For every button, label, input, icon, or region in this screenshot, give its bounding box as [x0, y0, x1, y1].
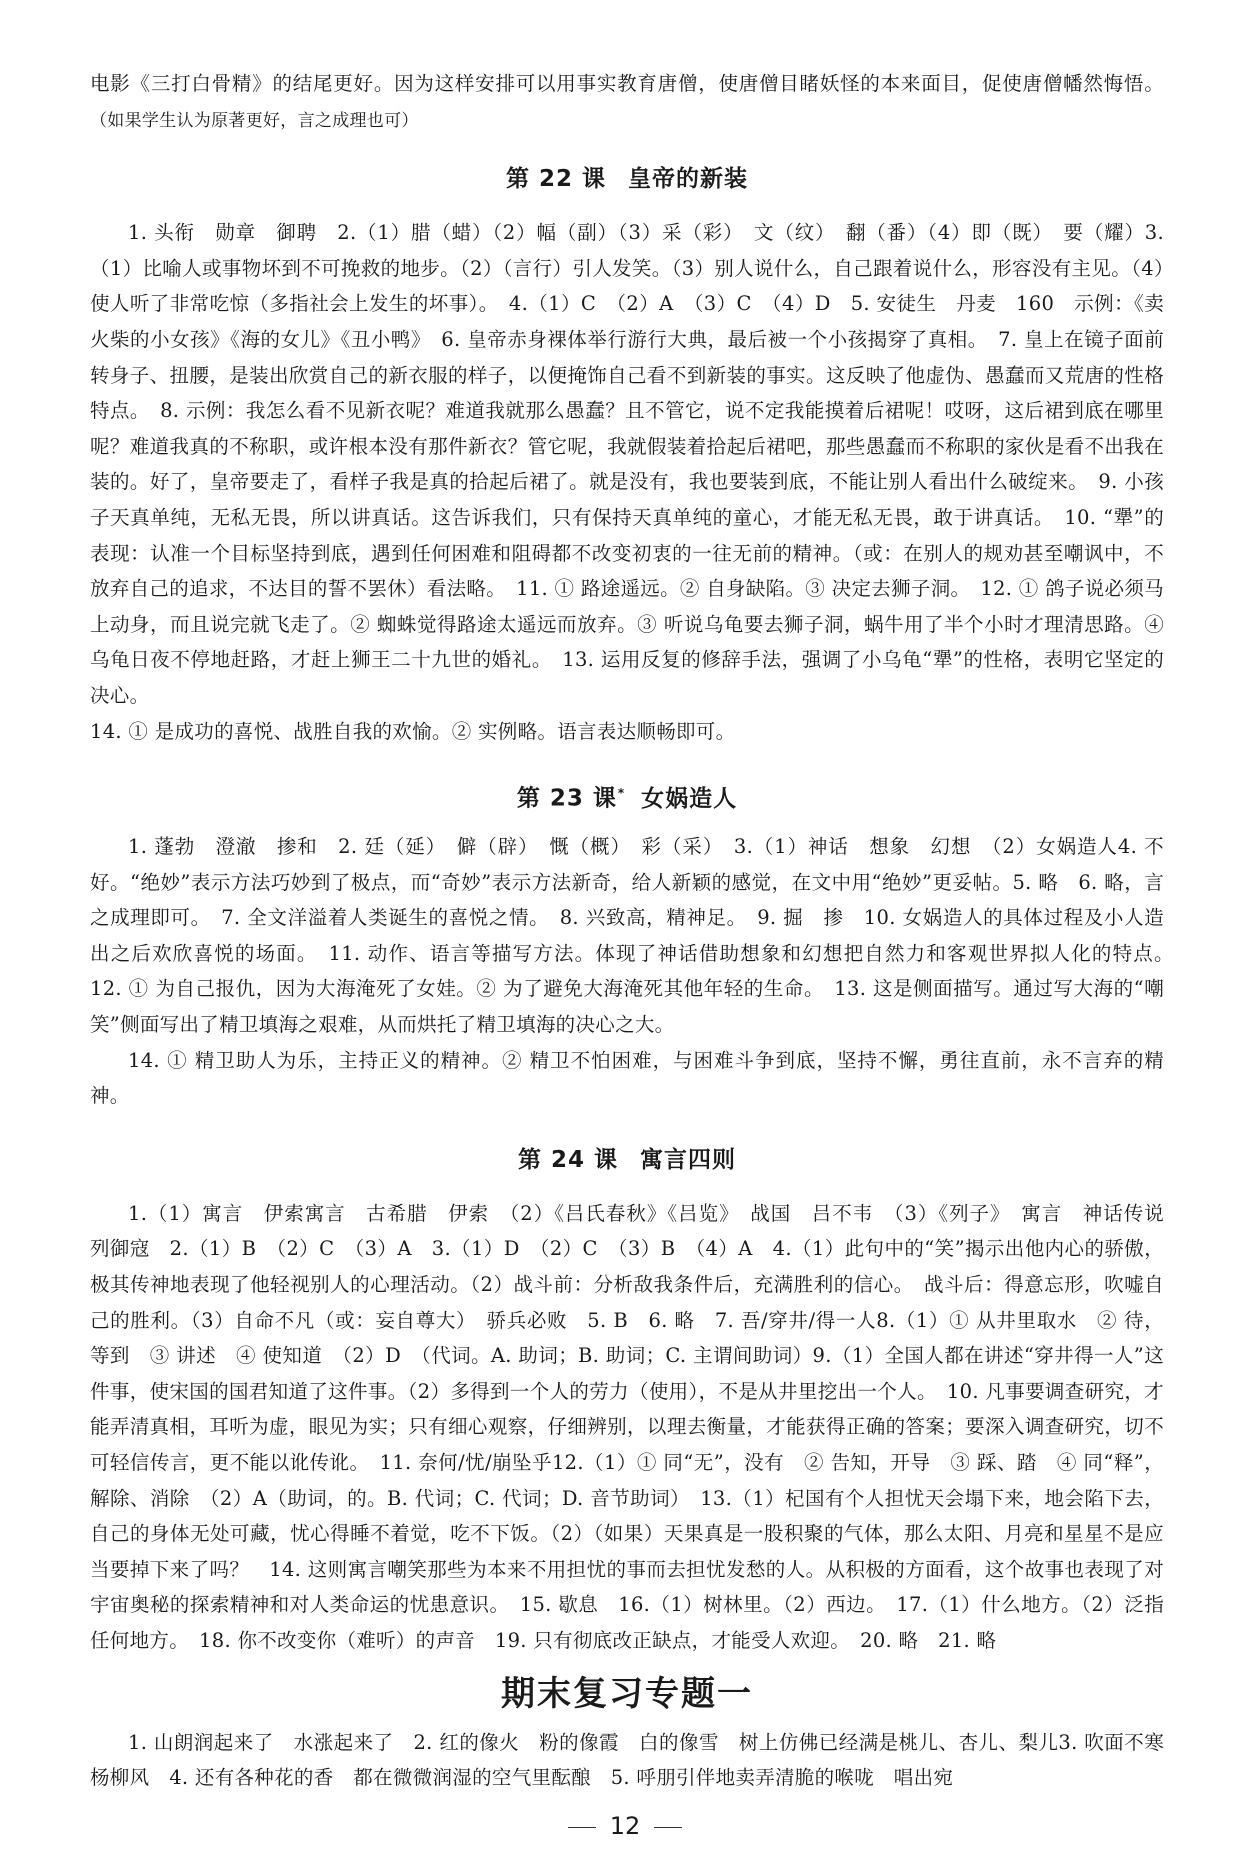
intro-text: 电影《三打白骨精》的结尾更好。因为这样安排可以用事实教育唐僧，使唐僧目睹妖怪的本来面目，促使唐僧幡然悔悟。: [90, 72, 1164, 95]
lesson-24-section: [90, 1130, 1184, 1659]
lesson-23-answers-tail: 14. ① 精卫助人为乐，主持正义的精神。② 精卫不怕困难，与困难斗争到底，坚持不懈，勇往直前，永不言弃的精神。: [90, 1048, 1164, 1108]
page-number-value: 12: [609, 1812, 641, 1840]
intro-paragraph: [90, 66, 1164, 139]
lesson-22-section: [90, 149, 1164, 749]
intro-note: （如果学生认为原著更好，言之成理也可）: [90, 110, 419, 131]
lesson-22-title: 皇帝的新装: [628, 166, 749, 193]
lesson-23-star: *: [617, 786, 626, 801]
lesson-24-heading: [90, 1130, 1164, 1190]
lesson-23-section: [90, 763, 1184, 1114]
lesson-22-answers: 1. 头衔 勋章 御聘 2.（1）腊（蜡）（2）幅（副）（3）采（彩） 文（纹） 翻（番）（4）即（既） 要（耀）3.（1）比喻人或事物坏到不可挽救的地步。（2）（言行）引人发笑。（3）别人说什么，自己跟着说什么，形容没有主见。（4）使人听了非常吃惊（多指社会上发生的坏事）。 4.（1）C （2）A （3）C （4）D 5. 安徒生 丹麦 160 示例：《卖火柴的小女孩》《海的女儿》《丑小鸭》 6. 皇帝赤身裸体举行游行大典，最后被一个小孩揭穿了真相。 7. 皇上在镜子面前转身子、扭腰，是装出欣赏自己的新衣服的样子，以便掩饰自己看不到新装的事实。这反映了他虚伪、愚蠢而又荒唐的性格特点。 8. 示例：我怎么看不见新衣呢？难道我就那么愚蠢？且不管它，说不定我能摸着后裙呢！哎呀，这后裙到底在哪里呢？难道我真的不称职，或许根本没有那件新衣？管它呢，我就假装着拾起后裙吧，那些愚蠢而不称职的家伙是看不出我在装的。好了，皇帝要走了，看样子我是真的拾起后裙了。就是没有，我也要装到底，不能让别人看出什么破绽来。 9. 小孩子天真单纯，无私无畏，所以讲真话。这告诉我们，只有保持天真单纯的童心，才能无私无畏，敢于讲真话。 10. “犟”的表现：认准一个目标坚持到底，遇到任何困难和阻碍都不改变初衷的一往无前的精神。（或：在别人的规劝甚至嘲讽中，不放弃自己的追求，不达目的誓不罢休）看法略。 11. ① 路途遥远。② 自身缺陷。③ 决定去狮子洞。 12. ① 鸽子说必须马上动身，而且说完就飞走了。② 蜘蛛觉得路途太遥远而放弃。③ 听说乌龟要去狮子洞，蜗牛用了半个小时才理清思路。④ 乌龟日夜不停地赶路，才赶上狮王二十九世的婚礼。 13. 运用反复的修辞手法，强调了小乌龟“犟”的性格，表明它坚定的决心。: [90, 221, 1164, 707]
special-review-heading: 期末复习专题一: [501, 1673, 753, 1714]
lesson-23-title: 女娲造人: [641, 785, 738, 812]
lesson-24-title: 寓言四则: [640, 1146, 737, 1173]
lesson-22-answers-tail: 14. ① 是成功的喜悦、战胜自我的欢愉。② 实例略。语言表达顺畅即可。: [90, 719, 736, 743]
special-review-section: [90, 1663, 1164, 1796]
lesson-24-number: 第 24 课: [517, 1146, 619, 1173]
lesson-22-number: 第 22 课: [505, 166, 607, 193]
page-number: [0, 1812, 1250, 1840]
page-number-dash-left: [568, 1827, 596, 1828]
page-number-dash-right: [654, 1827, 682, 1828]
lesson-24-answers: 1.（1）寓言 伊索寓言 古希腊 伊索 （2）《吕氏春秋》《吕览》 战国 吕不韦 （3）《列子》 寓言 神话传说 列御寇 2.（1）B （2）C （3）A 3.（1）D （2）C （3）B （4）A 4.（1）此句中的“笑”揭示出他内心的骄傲，极其传神地表现了他轻视别人的心理活动。（2）战斗前：分析敌我条件后，充满胜利的信心。 战斗后：得意忘形，吹嘘自己的胜利。（3）自命不凡（或：妄自尊大） 骄兵必败 5. B 6. 略 7. 吾/穿井/得一人8.（1）① 从井里取水 ② 待，等到 ③ 讲述 ④ 使知道 （2）D （代词。A. 助词；B. 助词；C. 主谓间助词）9.（1）全国人都在讲述“穿井得一人”这件事，使宋国的国君知道了这件事。（2）多得到一个人的劳力（使用），不是从井里挖出一个人。 10. 凡事要调查研究，才能弄清真相，耳听为虚，眼见为实；只有细心观察，仔细辨别，以理去衡量，才能获得正确的答案；要深入调查研究，切不可轻信传言，更不能以讹传讹。 11. 奈何/忧/崩坠乎12.（1）① 同“无”，没有 ② 告知，开导 ③ 踩、踏 ④ 同“释”，解除、消除 （2）A（助词，的。B. 代词；C. 代词；D. 音节助词） 13.（1）杞国有个人担忧天会塌下来，地会陷下去，自己的身体无处可藏，忧心得睡不着觉，吃不下饭。（2）（如果）天果真是一股积聚的气体，那么太阳、月亮和星星不是应当要掉下来了吗？ 14. 这则寓言嘲笑那些为本来不用担忧的事而去担忧发愁的人。从积极的方面看，这个故事也表现了对宇宙奥秘的探索精神和对人类命运的忧患意识。 15. 歇息 16.（1）树林里。（2）西边。 17.（1）什么地方。（2）泛指任何地方。 18. 你不改变你（难听）的声音 19. 只有彻底改正缺点，才能受人欢迎。 20. 略 21. 略: [90, 1201, 1184, 1652]
special-review-answers: 1. 山朗润起来了 水涨起来了 2. 红的像火 粉的像霞 白的像雪 树上仿佛已经满是桃儿、杏儿、梨儿3. 吹面不寒杨柳风 4. 还有各种花的香 都在微微润湿的空气里酝酿 5. 呼朋引伴地卖弄清脆的喉咙 唱出宛: [90, 1730, 1164, 1790]
lesson-22-heading: [90, 149, 1164, 209]
lesson-23-number: 第 23 课: [516, 785, 617, 812]
lesson-23-heading: [90, 763, 1164, 823]
lesson-23-answers: 1. 蓬勃 澄澈 掺和 2. 廷（延） 僻（辟） 慨（概） 彩（采） 3.（1）神话 想象 幻想 （2）女娲造人4. 不好。“绝妙”表示方法巧妙到了极点，而“奇妙”表示方法新奇，给人新颖的感觉，在文中用“绝妙”更妥帖。5. 略 6. 略，言之成理即可。 7. 全文洋溢着人类诞生的喜悦之情。 8. 兴致高，精神足。 9. 掘 掺 10. 女娲造人的具体过程及小人造出之后欢欣喜悦的场面。 11. 动作、语言等描写方法。体现了神话借助想象和幻想把自然力和客观世界拟人化的特点。 12. ① 为自己报仇，因为大海淹死了女娃。② 为了避免大海淹死其他年轻的生命。 13. 这是侧面描写。通过写大海的“嘲笑”侧面写出了精卫填海之艰难，从而烘托了精卫填海的决心之大。: [90, 835, 1184, 1037]
